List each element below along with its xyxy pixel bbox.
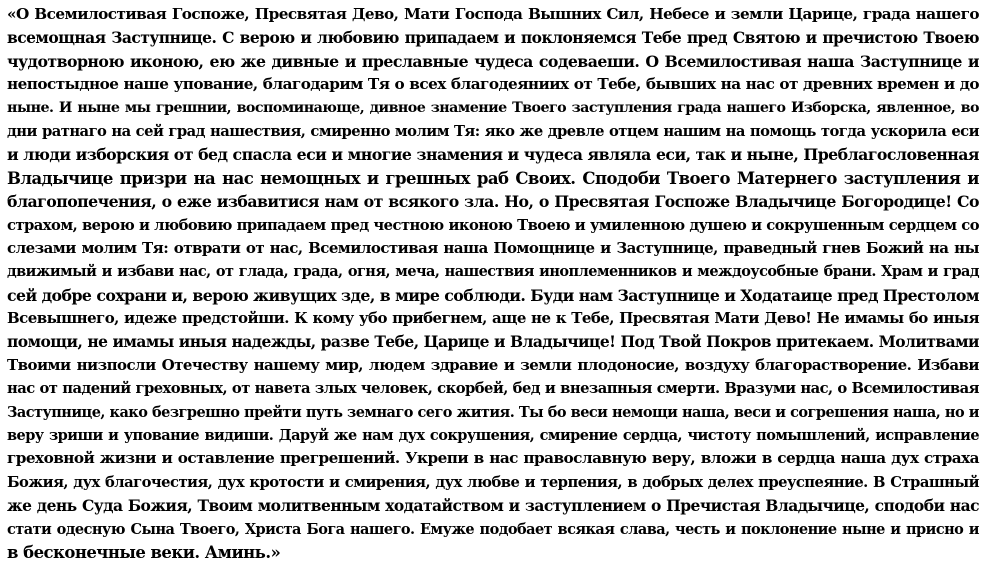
prayer-line-7: и люди изборския от бед спасла еси и многие знамения и чудеса являла еси, так и ныне, Преблагословенная bbox=[7, 145, 979, 165]
prayer-line-8: Владычице призри на нас немощных и грешных раб Своих. Сподоби Твоего Матернего заступления и bbox=[7, 168, 979, 188]
prayer-line-18: Заступнице, како безгрешно прейти путь земнаго сего жития. Ты бо веси немощи наша, веси и согрешения наша, но и bbox=[7, 403, 979, 421]
prayer-line-6: дни ратнаго на сей град нашествия, смиренно молим Тя: яко же древле отцем нашим на помощь тогда ускорила еси bbox=[7, 122, 979, 140]
prayer-line-17: нас от падений греховных, от навета злых человек, скорбей, бед и внезапныя смерти. Вразуми нас, о Всемилостивая bbox=[7, 380, 979, 398]
prayer-line-5: ныне. И ныне мы грешнии, воспоминающе, дивное знамение Твоего заступления града нашего Изборска, явленное, во bbox=[7, 99, 979, 116]
prayer-line-13: сей добре сохрани и, верою живущих зде, в мире соблюди. Буди нам Заступнице и Ходатаице пред Престолом bbox=[7, 285, 979, 305]
prayer-line-24: в бесконечные веки. Аминь.» bbox=[7, 542, 281, 562]
prayer-line-20: греховной жизни и оставление прегрешений. Укрепи в нас православную веру, вложи в сердца наша дух страха bbox=[7, 449, 979, 468]
prayer-text-block bbox=[7, 3, 979, 564]
prayer-line-10: страхом, верою и любовию припадаем пред честною иконою Твоею и умиленною душею и сокрушенным сердцем со bbox=[7, 216, 979, 234]
prayer-line-3: чудотворною иконою, ею же дивные и преславные чудеса содеваеши. О Всемилостивая наша Заступнице и bbox=[7, 51, 979, 71]
prayer-line-16: Твоими низпосли Отечеству нашему мир, людем здравие и земли плодоносие, воздуху благорастворение. Избави bbox=[7, 355, 979, 374]
prayer-line-11: слезами молим Тя: отврати от нас, Всемилостивая наша Помощнице и Заступнице, праведный гнев Божий на ны bbox=[7, 238, 979, 257]
prayer-line-23: стати одесную Сына Твоего, Христа Бога нашего. Емуже подобает всякая слава, честь и поклонение ныне и присно и bbox=[7, 520, 979, 538]
prayer-line-22: же день Суда Божия, Твоим молитвенным ходатайством и заступлением о Пречистая Владычице, сподоби нас bbox=[7, 496, 979, 516]
prayer-line-2: всемощная Заступнице. С верою и любовию припадаем и поклоняемся Тебе пред Святою и пречистою Твоею bbox=[7, 28, 979, 48]
prayer-line-21: Божия, дух благочестия, дух кротости и смирения, дух любве и терпения, в добрых делех преуспеяние. В Страшный bbox=[7, 473, 979, 491]
prayer-line-19: веру зриши и упование видиши. Даруй же нам дух сокрушения, смирение сердца, чистоту помышлений, исправление bbox=[7, 427, 979, 445]
prayer-line-14: Всевышнего, идеже предстойши. К кому убо прибегнем, аще не к Тебе, Пресвятая Мати Дево! Не имамы бо иныя bbox=[7, 309, 979, 328]
prayer-line-15: помощи, не имамы иныя надежды, разве Тебе, Царице и Владычице! Под Твой Покров притекаем. Молитвами bbox=[7, 332, 979, 352]
prayer-line-9: благопопечения, о еже избавитися нам от всякого зла. Но, о Пресвятая Госпоже Владычице Богородице! Со bbox=[7, 192, 979, 212]
prayer-line-4: непостыдное наше упование, благодарим Тя о всех благодеяниих от Тебе, бывших на нас от древних времен и до bbox=[7, 75, 979, 94]
prayer-line-12: движимый и избави нас, от глада, града, огня, меча, нашествия иноплеменников и междоусобные брани. Храм и град bbox=[7, 263, 979, 281]
prayer-line-1: «О Всемилостивая Госпоже, Пресвятая Дево, Мати Господа Вышних Сил, Небесе и земли Царице, града нашего bbox=[7, 5, 979, 23]
